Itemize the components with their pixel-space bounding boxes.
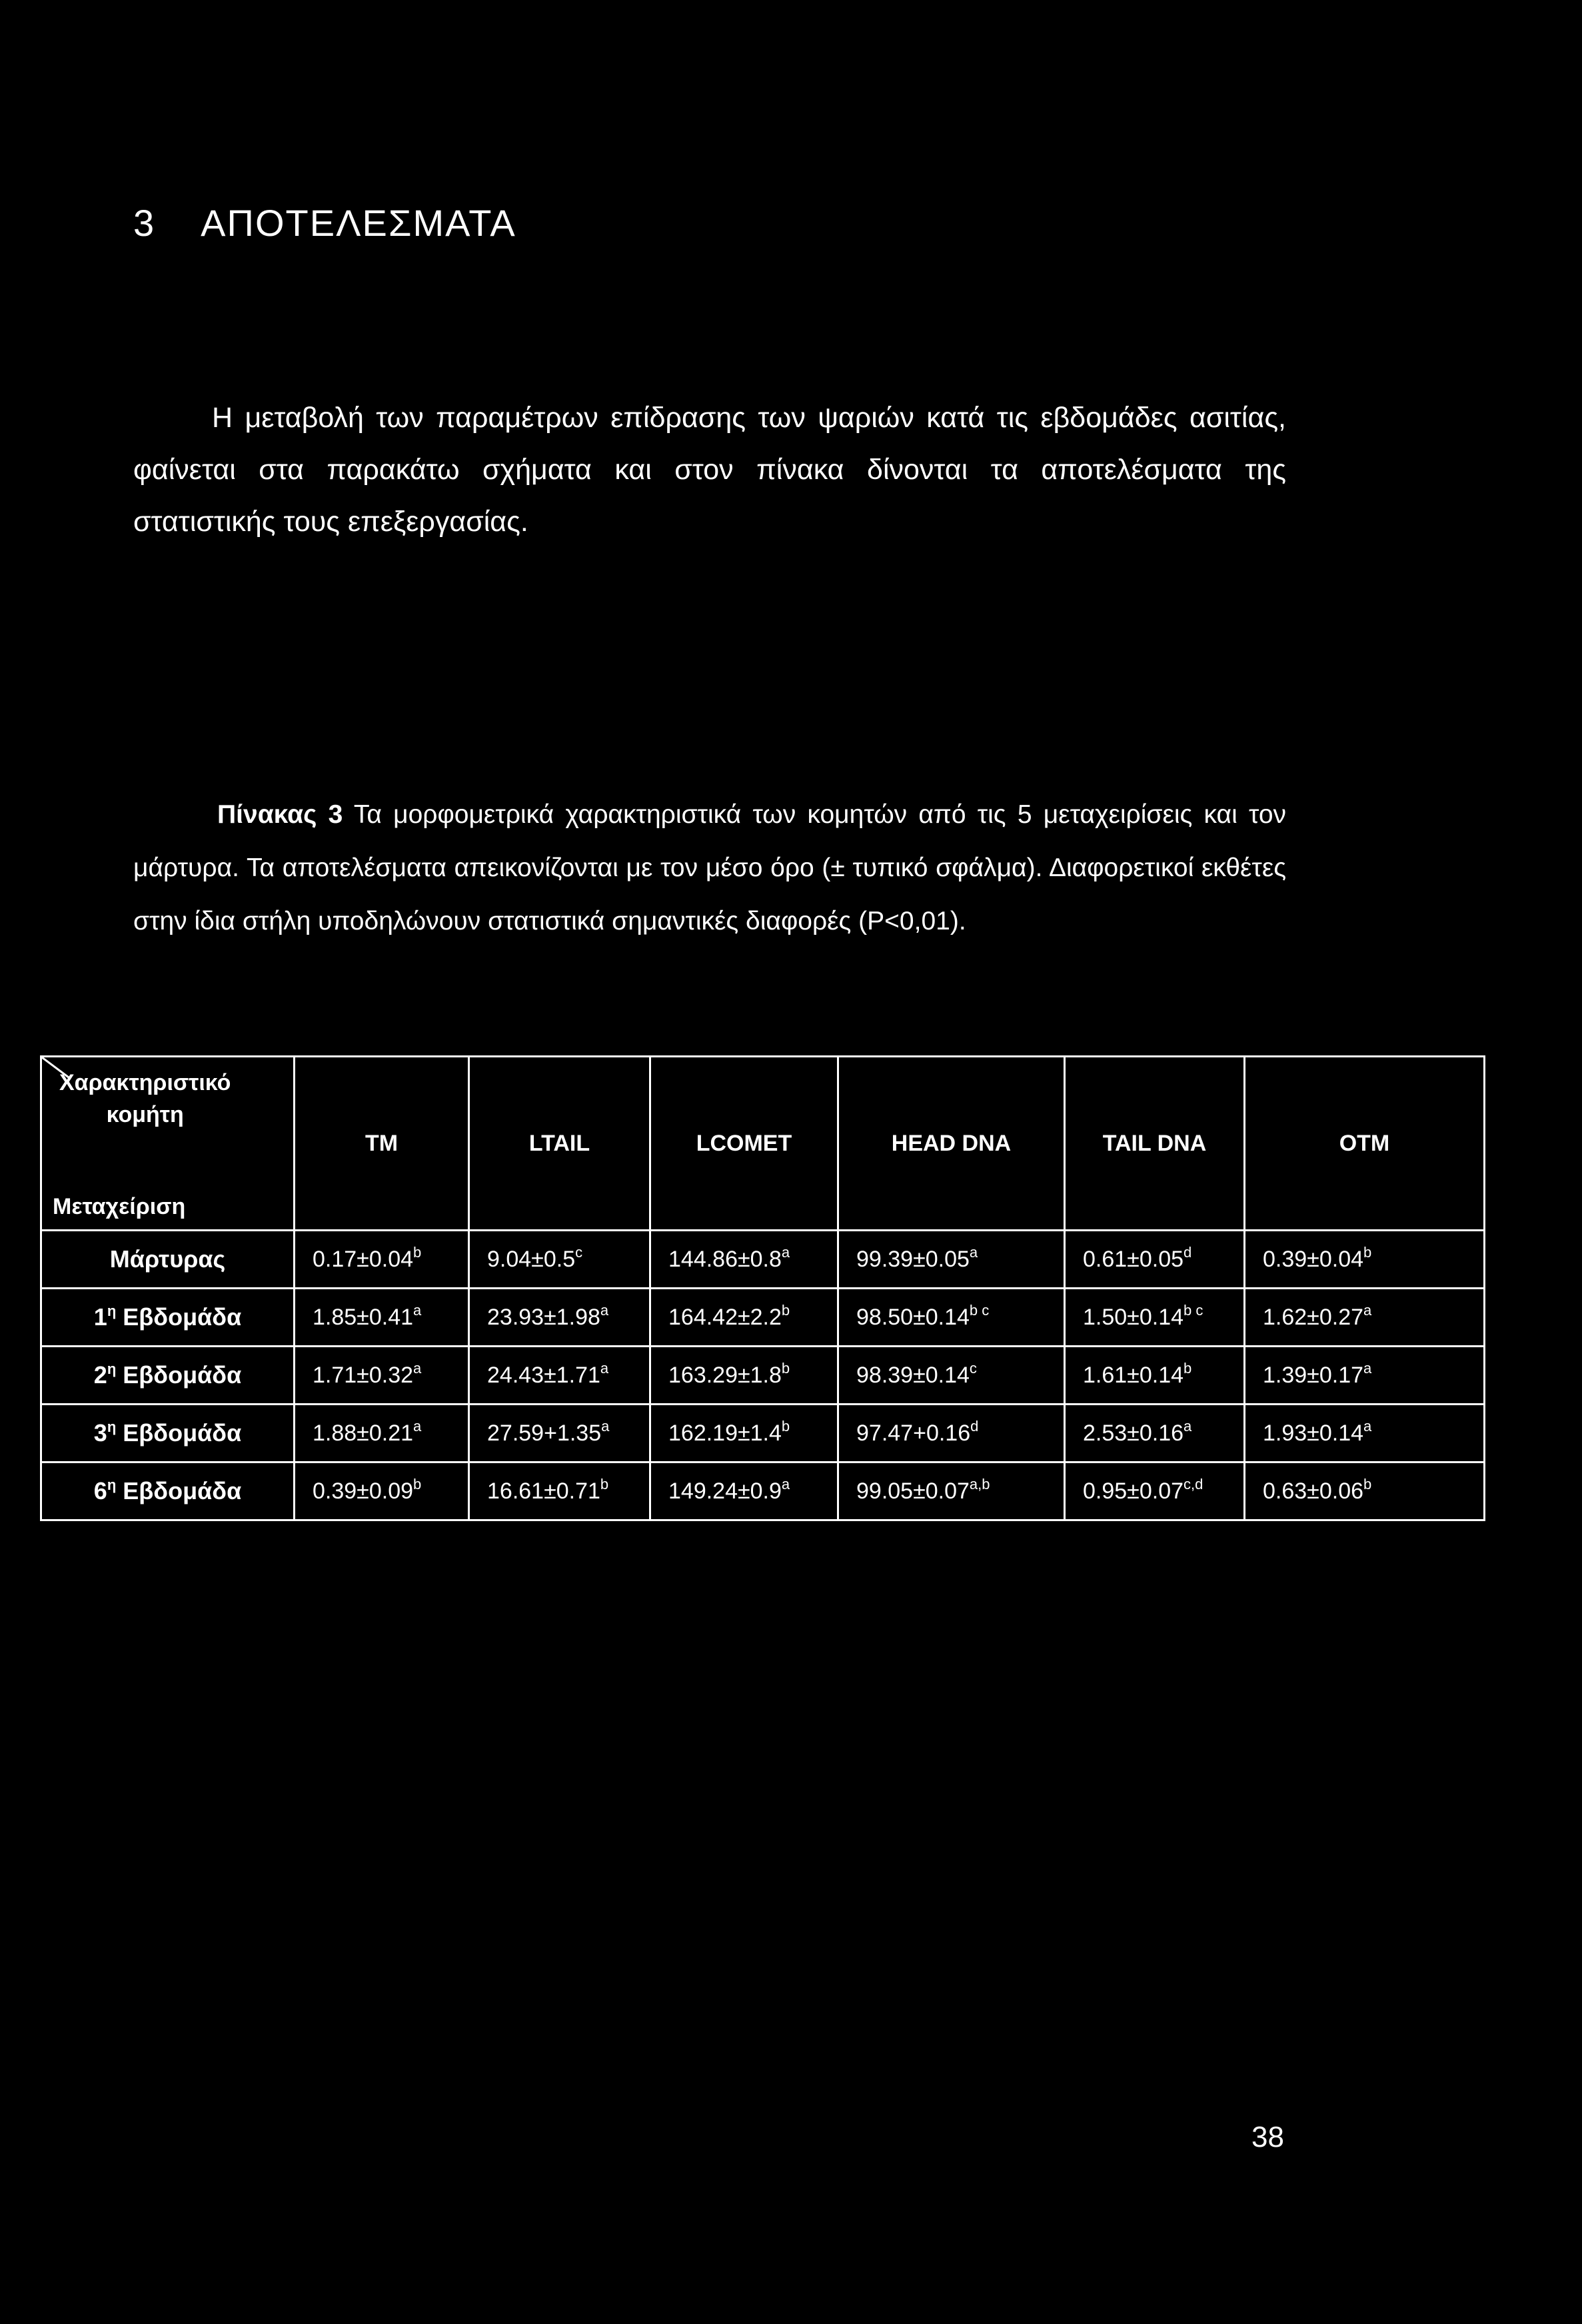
value-cell: [469, 1231, 650, 1289]
cell-value: 98.50±0.14: [856, 1304, 970, 1330]
cell-superscript: a: [600, 1301, 609, 1319]
cell-superscript: d: [970, 1417, 979, 1435]
value-cell: [1065, 1405, 1245, 1462]
cell-value: 1.39±0.17: [1263, 1362, 1364, 1388]
value-cell: [1245, 1289, 1485, 1347]
cell-value: 24.43±1.71: [487, 1362, 600, 1388]
cell-value: 0.39±0.04: [1263, 1246, 1364, 1272]
cell-value: 0.63±0.06: [1263, 1478, 1364, 1504]
cell-value: 162.19±1.4: [668, 1420, 782, 1446]
cell-superscript: a: [1363, 1301, 1372, 1319]
column-header: TM: [295, 1057, 469, 1231]
cell-superscript: b: [1363, 1243, 1372, 1261]
value-cell: [469, 1289, 650, 1347]
cell-superscript: a: [1363, 1359, 1372, 1377]
cell-value: 99.05±0.07: [856, 1478, 970, 1504]
cell-value: 98.39±0.14: [856, 1362, 970, 1388]
column-header: HEAD DNA: [838, 1057, 1065, 1231]
cell-superscript: b: [600, 1475, 609, 1492]
cell-superscript: a: [413, 1301, 422, 1319]
cell-superscript: a: [781, 1243, 790, 1261]
value-cell: [650, 1347, 838, 1405]
cell-superscript: d: [1184, 1243, 1192, 1261]
value-cell: [469, 1405, 650, 1462]
value-cell: [650, 1462, 838, 1520]
value-cell: [838, 1462, 1065, 1520]
cell-superscript: b c: [969, 1301, 990, 1319]
value-cell: [295, 1405, 469, 1462]
cell-superscript: b: [1184, 1359, 1192, 1377]
value-cell: [1245, 1405, 1485, 1462]
value-cell: [295, 1231, 469, 1289]
table-row: [41, 1289, 1485, 1347]
section-number: 3: [133, 202, 156, 244]
row-label-text: 6: [93, 1477, 107, 1504]
row-label-rest: Εβδομάδα: [123, 1419, 242, 1447]
cell-superscript: a: [1363, 1417, 1372, 1435]
table-body: [41, 1231, 1485, 1520]
cell-value: 16.61±0.71: [487, 1478, 600, 1504]
cell-value: 149.24±0.9: [668, 1478, 782, 1504]
cell-superscript: a: [601, 1417, 610, 1435]
value-cell: [1065, 1231, 1245, 1289]
table-row: [41, 1405, 1485, 1462]
value-cell: [838, 1231, 1065, 1289]
table-row: [41, 1462, 1485, 1520]
section-heading: [133, 201, 516, 245]
cell-value: 164.42±2.2: [668, 1304, 782, 1330]
table-row: [41, 1231, 1485, 1289]
row-label-ordinal: η: [107, 1419, 117, 1435]
cell-superscript: b: [781, 1359, 790, 1377]
cell-superscript: a: [413, 1359, 422, 1377]
cell-superscript: a: [781, 1475, 790, 1492]
value-cell: [838, 1405, 1065, 1462]
caption-text: Τα μορφομετρικά χαρακτηριστικά των κομητών από τις 5 μεταχειρίσεις και τον μάρτυρα. Τα αποτελέσματα απεικονίζονται με τον μέσο όρο (± τυπικό σφάλμα). Διαφορετικοί εκθέτες στην ίδια στήλη υποδηλώνουν στατιστικά σημαντικές διαφορές (P<0,01).: [133, 800, 1287, 935]
row-label-text: Μάρτυρας: [109, 1245, 226, 1273]
cell-value: 99.39±0.05: [856, 1246, 970, 1272]
value-cell: [1065, 1289, 1245, 1347]
corner-bottom-label: Μεταχείριση: [53, 1194, 186, 1219]
cell-superscript: c: [575, 1243, 583, 1261]
cell-superscript: b: [781, 1417, 790, 1435]
cell-superscript: a: [600, 1359, 609, 1377]
row-label-rest: Εβδομάδα: [123, 1477, 242, 1504]
cell-value: 23.93±1.98: [487, 1304, 600, 1330]
cell-superscript: c: [969, 1359, 977, 1377]
row-label-ordinal: η: [107, 1303, 117, 1319]
column-header: TAIL DNA: [1065, 1057, 1245, 1231]
value-cell: [838, 1289, 1065, 1347]
cell-value: 0.95±0.07: [1083, 1478, 1184, 1504]
corner-top-label: [59, 1067, 231, 1131]
row-label: [41, 1289, 295, 1347]
cell-superscript: b: [413, 1243, 422, 1261]
row-label: [41, 1462, 295, 1520]
column-header: OTM: [1245, 1057, 1485, 1231]
cell-value: 0.39±0.09: [313, 1478, 414, 1504]
cell-superscript: a: [413, 1417, 422, 1435]
value-cell: [650, 1405, 838, 1462]
cell-superscript: b: [1363, 1475, 1372, 1492]
value-cell: [469, 1347, 650, 1405]
value-cell: [650, 1231, 838, 1289]
cell-superscript: b: [781, 1301, 790, 1319]
cell-value: 1.93±0.14: [1263, 1420, 1364, 1446]
row-label-ordinal: η: [107, 1361, 117, 1377]
row-label-rest: Εβδομάδα: [123, 1303, 242, 1331]
cell-value: 1.88±0.21: [313, 1420, 414, 1446]
intro-paragraph: [133, 392, 1286, 548]
page-number: 38: [1251, 2121, 1284, 2153]
table-row: [41, 1347, 1485, 1405]
cell-value: 0.61±0.05: [1083, 1246, 1184, 1272]
cell-superscript: a: [969, 1243, 978, 1261]
cell-superscript: b: [413, 1475, 422, 1492]
cell-value: 1.62±0.27: [1263, 1304, 1364, 1330]
column-header: LCOMET: [650, 1057, 838, 1231]
cell-superscript: c,d: [1184, 1475, 1203, 1492]
value-cell: [1245, 1462, 1485, 1520]
value-cell: [1245, 1231, 1485, 1289]
cell-value: 9.04±0.5: [487, 1246, 576, 1272]
cell-value: 27.59+1.35: [487, 1420, 602, 1446]
cell-value: 1.85±0.41: [313, 1304, 414, 1330]
row-label-ordinal: η: [107, 1476, 117, 1493]
value-cell: [1065, 1462, 1245, 1520]
value-cell: [295, 1347, 469, 1405]
corner-top-line2: κομήτη: [106, 1102, 184, 1127]
cell-value: 144.86±0.8: [668, 1246, 782, 1272]
cell-value: 2.53±0.16: [1083, 1420, 1184, 1446]
corner-top-line1: Χαρακτηριστικό: [59, 1070, 231, 1095]
column-header: LTAIL: [469, 1057, 650, 1231]
cell-superscript: b c: [1184, 1301, 1203, 1319]
row-label-text: 1: [93, 1303, 107, 1331]
row-label-text: 2: [93, 1361, 107, 1389]
value-cell: [469, 1462, 650, 1520]
cell-value: 1.61±0.14: [1083, 1362, 1184, 1388]
value-cell: [295, 1462, 469, 1520]
row-label: [41, 1231, 295, 1289]
row-label: [41, 1405, 295, 1462]
corner-header-cell: [41, 1057, 295, 1231]
cell-value: 1.71±0.32: [313, 1362, 414, 1388]
row-label-rest: Εβδομάδα: [123, 1361, 242, 1389]
cell-value: 0.17±0.04: [313, 1246, 414, 1272]
cell-superscript: a,b: [969, 1475, 990, 1492]
value-cell: [650, 1289, 838, 1347]
section-title: ΑΠΟΤΕΛΕΣΜΑΤΑ: [201, 202, 516, 244]
value-cell: [838, 1347, 1065, 1405]
row-label: [41, 1347, 295, 1405]
cell-superscript: a: [1184, 1417, 1192, 1435]
intro-text: Η μεταβολή των παραμέτρων επίδρασης των ψαριών κατά τις εβδομάδες ασιτίας, φαίνεται στα παρακάτω σχήματα και στον πίνακα δίνονται τα αποτελέσματα της στατιστικής τους επεξεργασίας.: [133, 402, 1286, 538]
table-caption: [133, 788, 1286, 948]
cell-value: 163.29±1.8: [668, 1362, 782, 1388]
caption-label: Πίνακας 3: [217, 800, 343, 829]
row-label-text: 3: [93, 1419, 107, 1447]
value-cell: [1065, 1347, 1245, 1405]
value-cell: [295, 1289, 469, 1347]
cell-value: 1.50±0.14: [1083, 1304, 1184, 1330]
cell-value: 97.47+0.16: [856, 1420, 971, 1446]
results-table: [40, 1055, 1485, 1521]
results-table-container: [40, 1055, 1483, 1521]
header-row: [41, 1057, 1485, 1231]
value-cell: [1245, 1347, 1485, 1405]
